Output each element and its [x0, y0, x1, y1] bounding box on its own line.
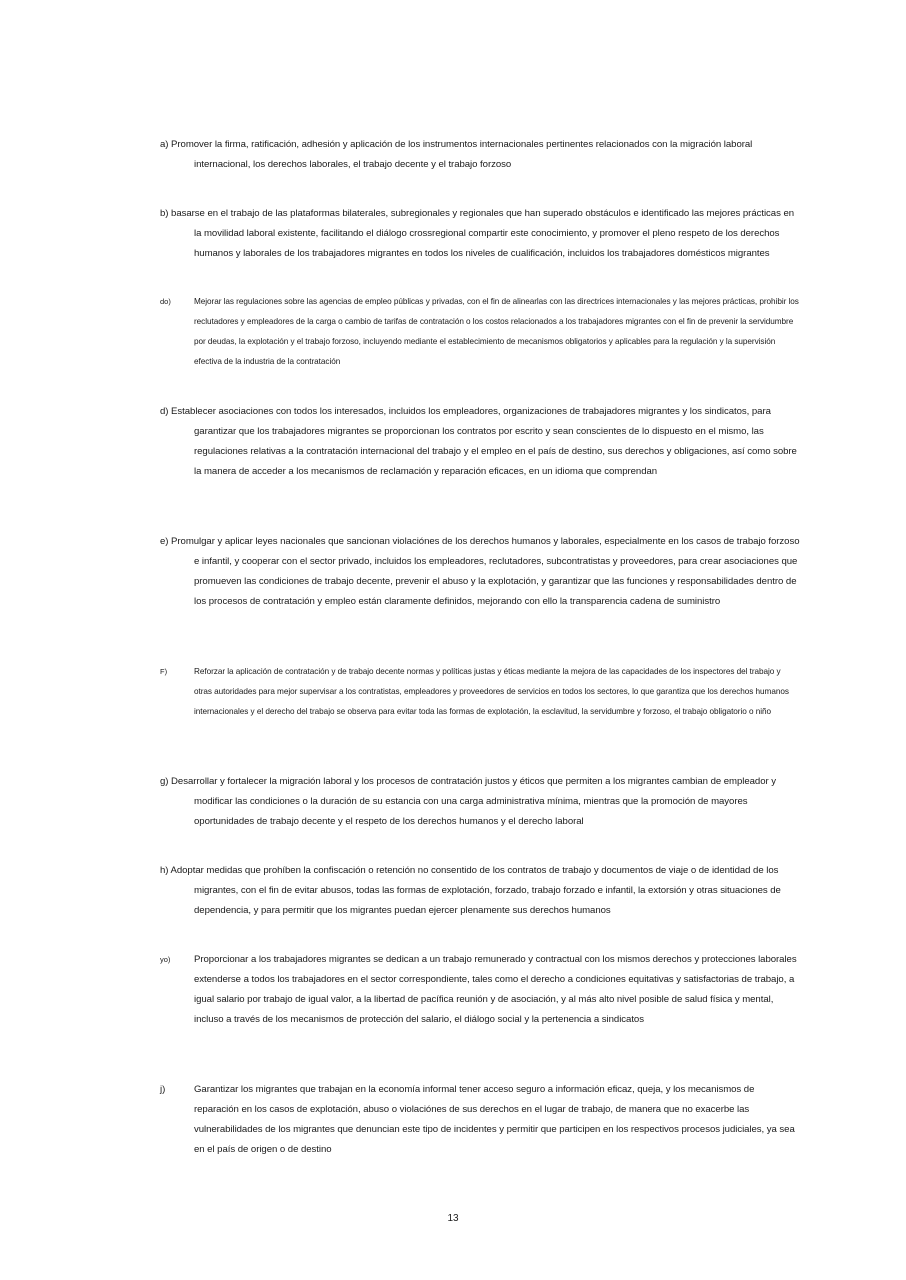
page-number: 13	[447, 1213, 459, 1224]
list-item-text: b) basarse en el trabajo de las plataformas bilaterales, subregionales y regionales que han superado obstáculos e identificado las mejores prácticas en la movilidad laboral existente, facilitando el diálogo crossregional compartir este conocimiento, y promover el pleno respeto de los derechos humanos y laborales de los trabajadores migrantes en todos los niveles de cualificación, incluidos los trabajadores domésticos migrantes	[160, 208, 795, 259]
list-item-f	[160, 662, 800, 722]
list-item-g	[160, 772, 800, 832]
list-item-i	[160, 950, 800, 1030]
list-item-text: e) Promulgar y aplicar leyes nacionales que sancionan violaciónes de los derechos humanos y laborales, especialmente en los casos de trabajo forzoso e infantil, y cooperar con el sector privado, incluidos los empleadores, reclutadores, subcontratistas y proveedores, para crear asociaciones que promueven las condiciones de trabajo decente, prevenir el abuso y la explotación, y garantizar que las funciones y responsabilidades dentro de los procesos de contratación y empleo están claramente definidos, mejorando con ello la transparencia cadena de suministro	[160, 536, 800, 607]
list-item-marker: F)	[160, 667, 168, 676]
list-item-text: a) Promover la firma, ratificación, adhesión y aplicación de los instrumentos internacionales pertinentes relacionados con la migración laboral internacional, los derechos laborales, el trabajo decente y el trabajo forzoso	[160, 139, 753, 170]
list-item-text: Reforzar la aplicación de contratación y de trabajo decente normas y políticas justas y éticas mediante la mejora de las capacidades de los inspectores del trabajo y otras autoridades para mejor supervisar a los contratistas, empleadores y proveedores de servicios en todos los sectores, lo que garantiza que los derechos humanos internacionales y el derecho del trabajo se observa para evitar toda las formas de explotación, la esclavitud, la servidumbre y forzoso, el trabajo obligatorio o niño	[194, 667, 789, 716]
list-item-marker: yo)	[160, 955, 171, 964]
list-item-text: Garantizar los migrantes que trabajan en la economía informal tener acceso seguro a información eficaz, queja, y los mecanismos de reparación en los casos de explotación, abuso o violaciónes de sus derechos en el lugar de trabajo, de manera que no exacerbe las vulnerabilidades de los migrantes que denuncian este tipo de incidentes y permitir que participen en los respectivos procesos judiciales, ya sea en el país de origen o de destino	[194, 1084, 795, 1155]
list-item-text: Proporcionar a los trabajadores migrantes se dedican a un trabajo remunerado y contractual con los mismos derechos y protecciones laborales extenderse a todos los trabajadores en el sector correspondiente, tales como el derecho a condiciones equitativas y satisfactorias de trabajo, a igual salario por trabajo de igual valor, a la libertad de pacífica reunión y de asociación, y al más alto nivel posible de salud física y mental, incluso a través de los mecanismos de protección del salario, el diálogo social y la pertenencia a sindicatos	[194, 954, 797, 1025]
list-item-marker: do)	[160, 297, 171, 306]
list-item-e	[160, 532, 800, 612]
list-item-a	[160, 135, 800, 175]
list-item-text: d) Establecer asociaciones con todos los interesados, incluidos los empleadores, organizaciones de trabajadores migrantes y los sindicatos, para garantizar que los trabajadores migrantes se proporcionan los contratos por escrito y sean conscientes de lo dispuesto en el mismo, las regulaciones relativas a la contratación internacional del trabajo y el empleo en el país de destino, sus derechos y obligaciones, así como sobre la manera de acceder a los mecanismos de reclamación y reparación eficaces, en un idioma que comprendan	[160, 406, 797, 477]
list-item-text: h) Adoptar medidas que prohíben la confiscación o retención no consentido de los contratos de trabajo y documentos de viaje o de identidad de los migrantes, con el fin de evitar abusos, todas las formas de explotación, forzado, trabajo forzado e infantil, la extorsión y otras situaciones de dependencia, y para permitir que los migrantes puedan ejercer plenamente sus derechos humanos	[160, 865, 781, 916]
list-item-d	[160, 402, 800, 482]
list-item-j	[160, 1080, 800, 1160]
list-item-b	[160, 204, 800, 264]
list-item-marker: j)	[160, 1084, 166, 1095]
list-item-c	[160, 292, 800, 372]
list-item-text: g) Desarrollar y fortalecer la migración laboral y los procesos de contratación justos y éticos que permiten a los migrantes cambian de empleador y modificar las condiciones o la duración de su estancia con una carga administrativa mínima, mientras que la promoción de mayores oportunidades de trabajo decente y el respeto de los derechos humanos y el derecho laboral	[160, 776, 777, 827]
list-item-text: Mejorar las regulaciones sobre las agencias de empleo públicas y privadas, con el fin de alinearlas con las directrices internacionales y las mejores prácticas, prohibir los reclutadores y empleadores de la carga o cambio de tarifas de contratación o los costos relacionados a los trabajadores migrantes con el fin de prevenir la servidumbre por deudas, la explotación y el trabajo forzoso, incluyendo mediante el establecimiento de mecanismos obligatorios y aplicables para la regulación y la supervisión efectiva de la industria de la contratación	[194, 297, 799, 366]
list-item-h	[160, 861, 800, 921]
